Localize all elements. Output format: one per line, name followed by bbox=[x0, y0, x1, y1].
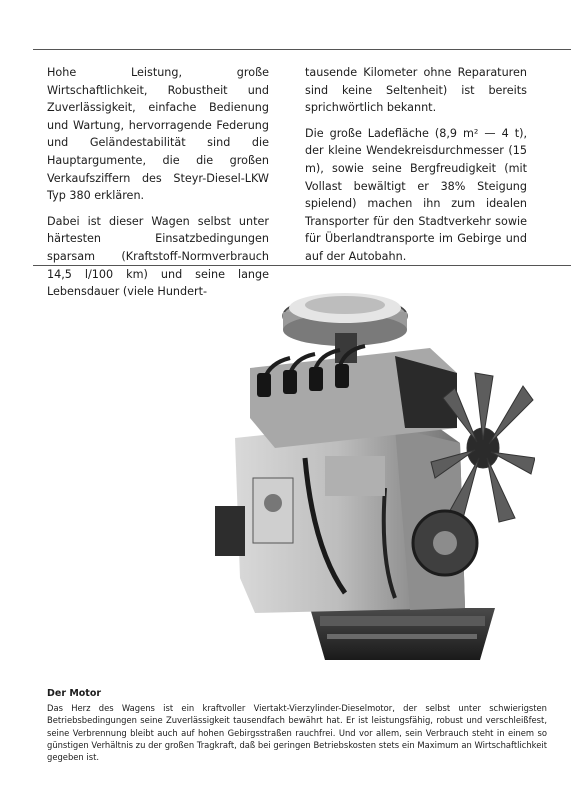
intro-paragraph: tausende Kilometer ohne Reparaturen sind keine Seltenheit) ist bereits sprichwörtlich bekannt. bbox=[305, 66, 527, 115]
intro-column-right bbox=[305, 64, 527, 274]
engine-photo bbox=[195, 278, 535, 673]
section-divider bbox=[33, 265, 571, 266]
intro-paragraph: Die große Ladefläche (8,9 m² — 4 t), der kleine Wendekreisdurchmesser (15 m), sowie seine Bergfreudigkeit (mit Vollast bewältigt er 38% Steigung spielend) machen ihn zum idealen Transporter für den Stadtverkehr sowie für Überlandtransporte im Gebirge und auf der Autobahn. bbox=[305, 126, 527, 263]
caption-text: Das Herz des Wagens ist ein kraftvoller Viertakt-Vierzylinder-Dieselmotor, der selbst unter schwierigsten Betriebsbedingungen seine Zuverlässigkeit tausendfach bewährt hat. Er ist leistungsfähig, robust und verschleißfest, seine Verbrennung bleibt auch auf hohen Gebirgsstraßen rauchfrei. Und vor allem, sein Verbrauch steht in einem so günstigen Verhältnis zu der großen Tragkraft, daß bei geringen Betriebskosten stets ein Maximum an Wirtschaftlichkeit gegeben ist. bbox=[47, 703, 547, 763]
figure-caption bbox=[47, 687, 547, 763]
intro-paragraph: Dabei ist dieser Wagen selbst unter härtesten Einsatzbedingungen sparsam (Kraftstoff-Normverbrauch 14,5 l/100 km) und seine lange Lebensdauer (viele Hundert- bbox=[47, 214, 269, 299]
caption-title: Der Motor bbox=[47, 688, 102, 699]
top-divider bbox=[33, 49, 571, 50]
intro-paragraph: Hohe Leistung, große Wirtschaftlichkeit, Robustheit und Zuverlässigkeit, einfache Bedienung und Wartung, hervorragende Federung und Geländestabilität sind die Hauptargumente, die die großen Verkaufsziffern des Steyr-Diesel-LKW Typ 380 erklären. bbox=[47, 66, 269, 203]
intro-column-left bbox=[47, 64, 269, 309]
